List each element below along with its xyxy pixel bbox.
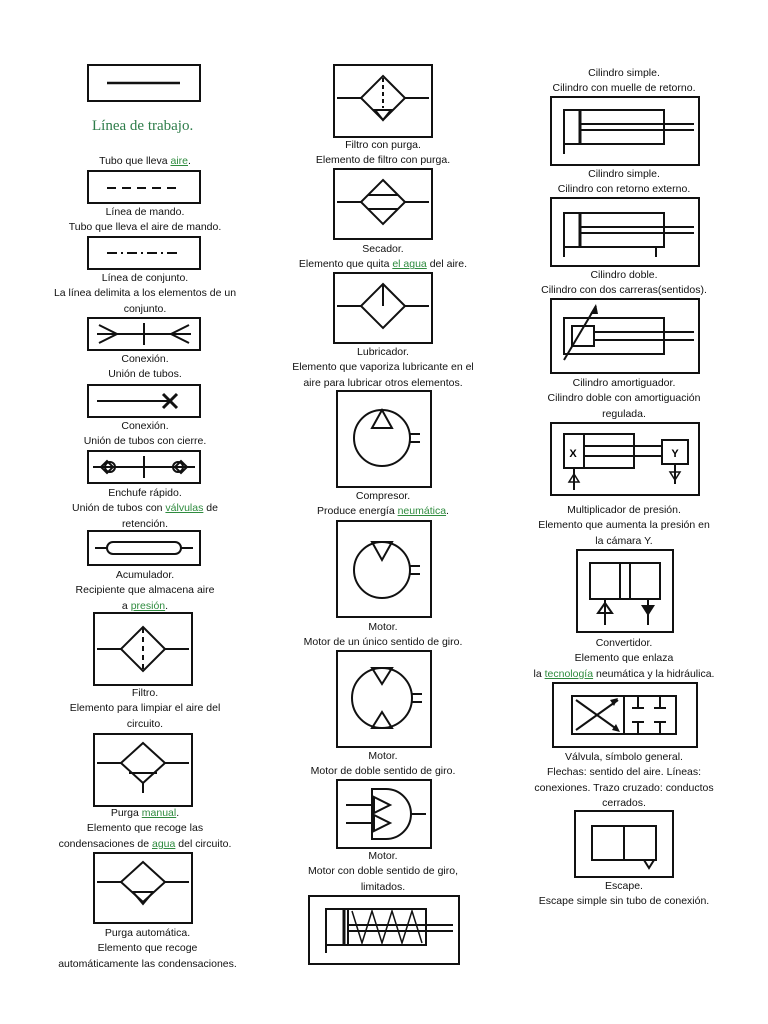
caption-filter: Filtro. Elemento para limpiar el aire del circuito. — [69, 687, 221, 730]
caption-single-cylinder-spring: Cilindro simple. Cilindro con muelle de retorno. — [552, 67, 696, 95]
caption-limited-motor: Motor. Motor con doble sentido de giro, limitados. — [307, 850, 458, 893]
caption-motor-two-directions: Motor. Motor de doble sentido de giro. — [310, 750, 456, 778]
valve-symbol — [552, 682, 698, 748]
mult-x-label: X — [569, 448, 577, 460]
dryer-symbol — [333, 168, 433, 240]
mult-y-label: Y — [671, 448, 679, 460]
link-agua[interactable]: agua — [152, 837, 176, 850]
caption-damped-cylinder: Cilindro amortiguador. Cilindro doble con amortiguación regulada. — [547, 377, 701, 420]
caption-control-line: Línea de mando. Tubo que lleva el aire de mando. — [68, 206, 222, 234]
caption-connection: Conexión. Unión de tubos. — [108, 353, 182, 381]
exhaust-symbol — [574, 810, 674, 878]
filter-with-drain-symbol — [333, 64, 433, 138]
caption-pressure-multiplier: Multiplicador de presión. Elemento que aumenta la presión en la cámara Y. — [538, 504, 710, 547]
lubricator-symbol — [333, 272, 433, 344]
connection-symbol — [87, 317, 201, 351]
quick-coupling-symbol — [87, 450, 201, 484]
caption-valve: Válvula, símbolo general. Flechas: sentido del aire. Líneas: conexiones. Trazo cruzado: conductos cerrados. — [534, 751, 714, 810]
double-cylinder-symbol — [550, 298, 700, 374]
limited-motor-symbol — [336, 779, 432, 849]
motor-one-direction-symbol — [336, 520, 432, 618]
caption-quick-coupling: Enchufe rápido. Unión de tubos con válvulas de retención. — [72, 487, 218, 530]
caption-double-cylinder: Cilindro doble. Cilindro con dos carreras(sentidos). — [541, 269, 707, 297]
caption-single-cylinder-external: Cilindro simple. Cilindro con retorno externo. — [557, 168, 691, 196]
pressure-multiplier-symbol — [550, 422, 700, 496]
motor-two-directions-symbol — [336, 650, 432, 748]
single-cylinder-spring-symbol — [550, 96, 700, 166]
caption-accumulator: Acumulador. Recipiente que almacena aire a presión. — [75, 569, 215, 612]
caption-lubricator: Lubricador. Elemento que vaporiza lubricante en el aire para lubricar otros elementos. — [292, 346, 474, 389]
caption-assembly-line: Línea de conjunto. La línea delimita a los elementos de un conjunto. — [53, 272, 237, 315]
caption-exhaust: Escape. Escape simple sin tubo de conexión. — [538, 880, 710, 908]
caption-auto-drain: Purga automática. Elemento que recoge automáticamente las condensaciones. — [58, 927, 237, 970]
caption-manual-drain: Purga manual. Elemento que recoge las condensaciones de agua del circuito. — [58, 807, 232, 850]
caption-dryer: Secador. Elemento que quita el agua del aire. — [298, 243, 468, 271]
link-tecnologia[interactable]: tecnología — [544, 667, 594, 680]
auto-drain-symbol — [93, 852, 193, 924]
work-line-title: Línea de trabajo. — [92, 118, 194, 134]
caption-motor-one-direction: Motor. Motor de un único sentido de giro. — [303, 621, 463, 649]
accumulator-symbol — [87, 530, 201, 566]
link-el-agua[interactable]: el agua — [392, 258, 427, 271]
caption-compressor: Compresor. Produce energía neumática. — [317, 490, 449, 518]
spring-cylinder-symbol — [308, 895, 460, 967]
work-line-symbol — [87, 64, 201, 102]
compressor-symbol — [336, 390, 432, 488]
link-aire[interactable]: aire — [170, 155, 188, 167]
manual-drain-symbol — [93, 733, 193, 807]
closed-connection-symbol — [87, 384, 201, 418]
caption-closed-connection: Conexión. Unión de tubos con cierre. — [83, 420, 207, 448]
assembly-line-symbol — [87, 236, 201, 270]
link-valvulas[interactable]: válvulas — [165, 502, 204, 515]
link-manual[interactable]: manual — [141, 807, 177, 819]
single-cylinder-external-symbol — [550, 197, 700, 267]
caption-filter-with-drain: Filtro con purga. Elemento de filtro con purga. — [315, 139, 451, 167]
control-line-symbol — [87, 170, 201, 204]
caption-converter: Convertidor. Elemento que enlaza la tecnología neumática y la hidráulica. — [533, 637, 715, 680]
link-neumatica[interactable]: neumática — [397, 505, 447, 518]
link-presion[interactable]: presión — [130, 599, 166, 612]
filter-symbol — [93, 612, 193, 686]
caption-work-line: Tubo que lleva aire. — [99, 155, 191, 167]
converter-symbol — [576, 549, 674, 633]
